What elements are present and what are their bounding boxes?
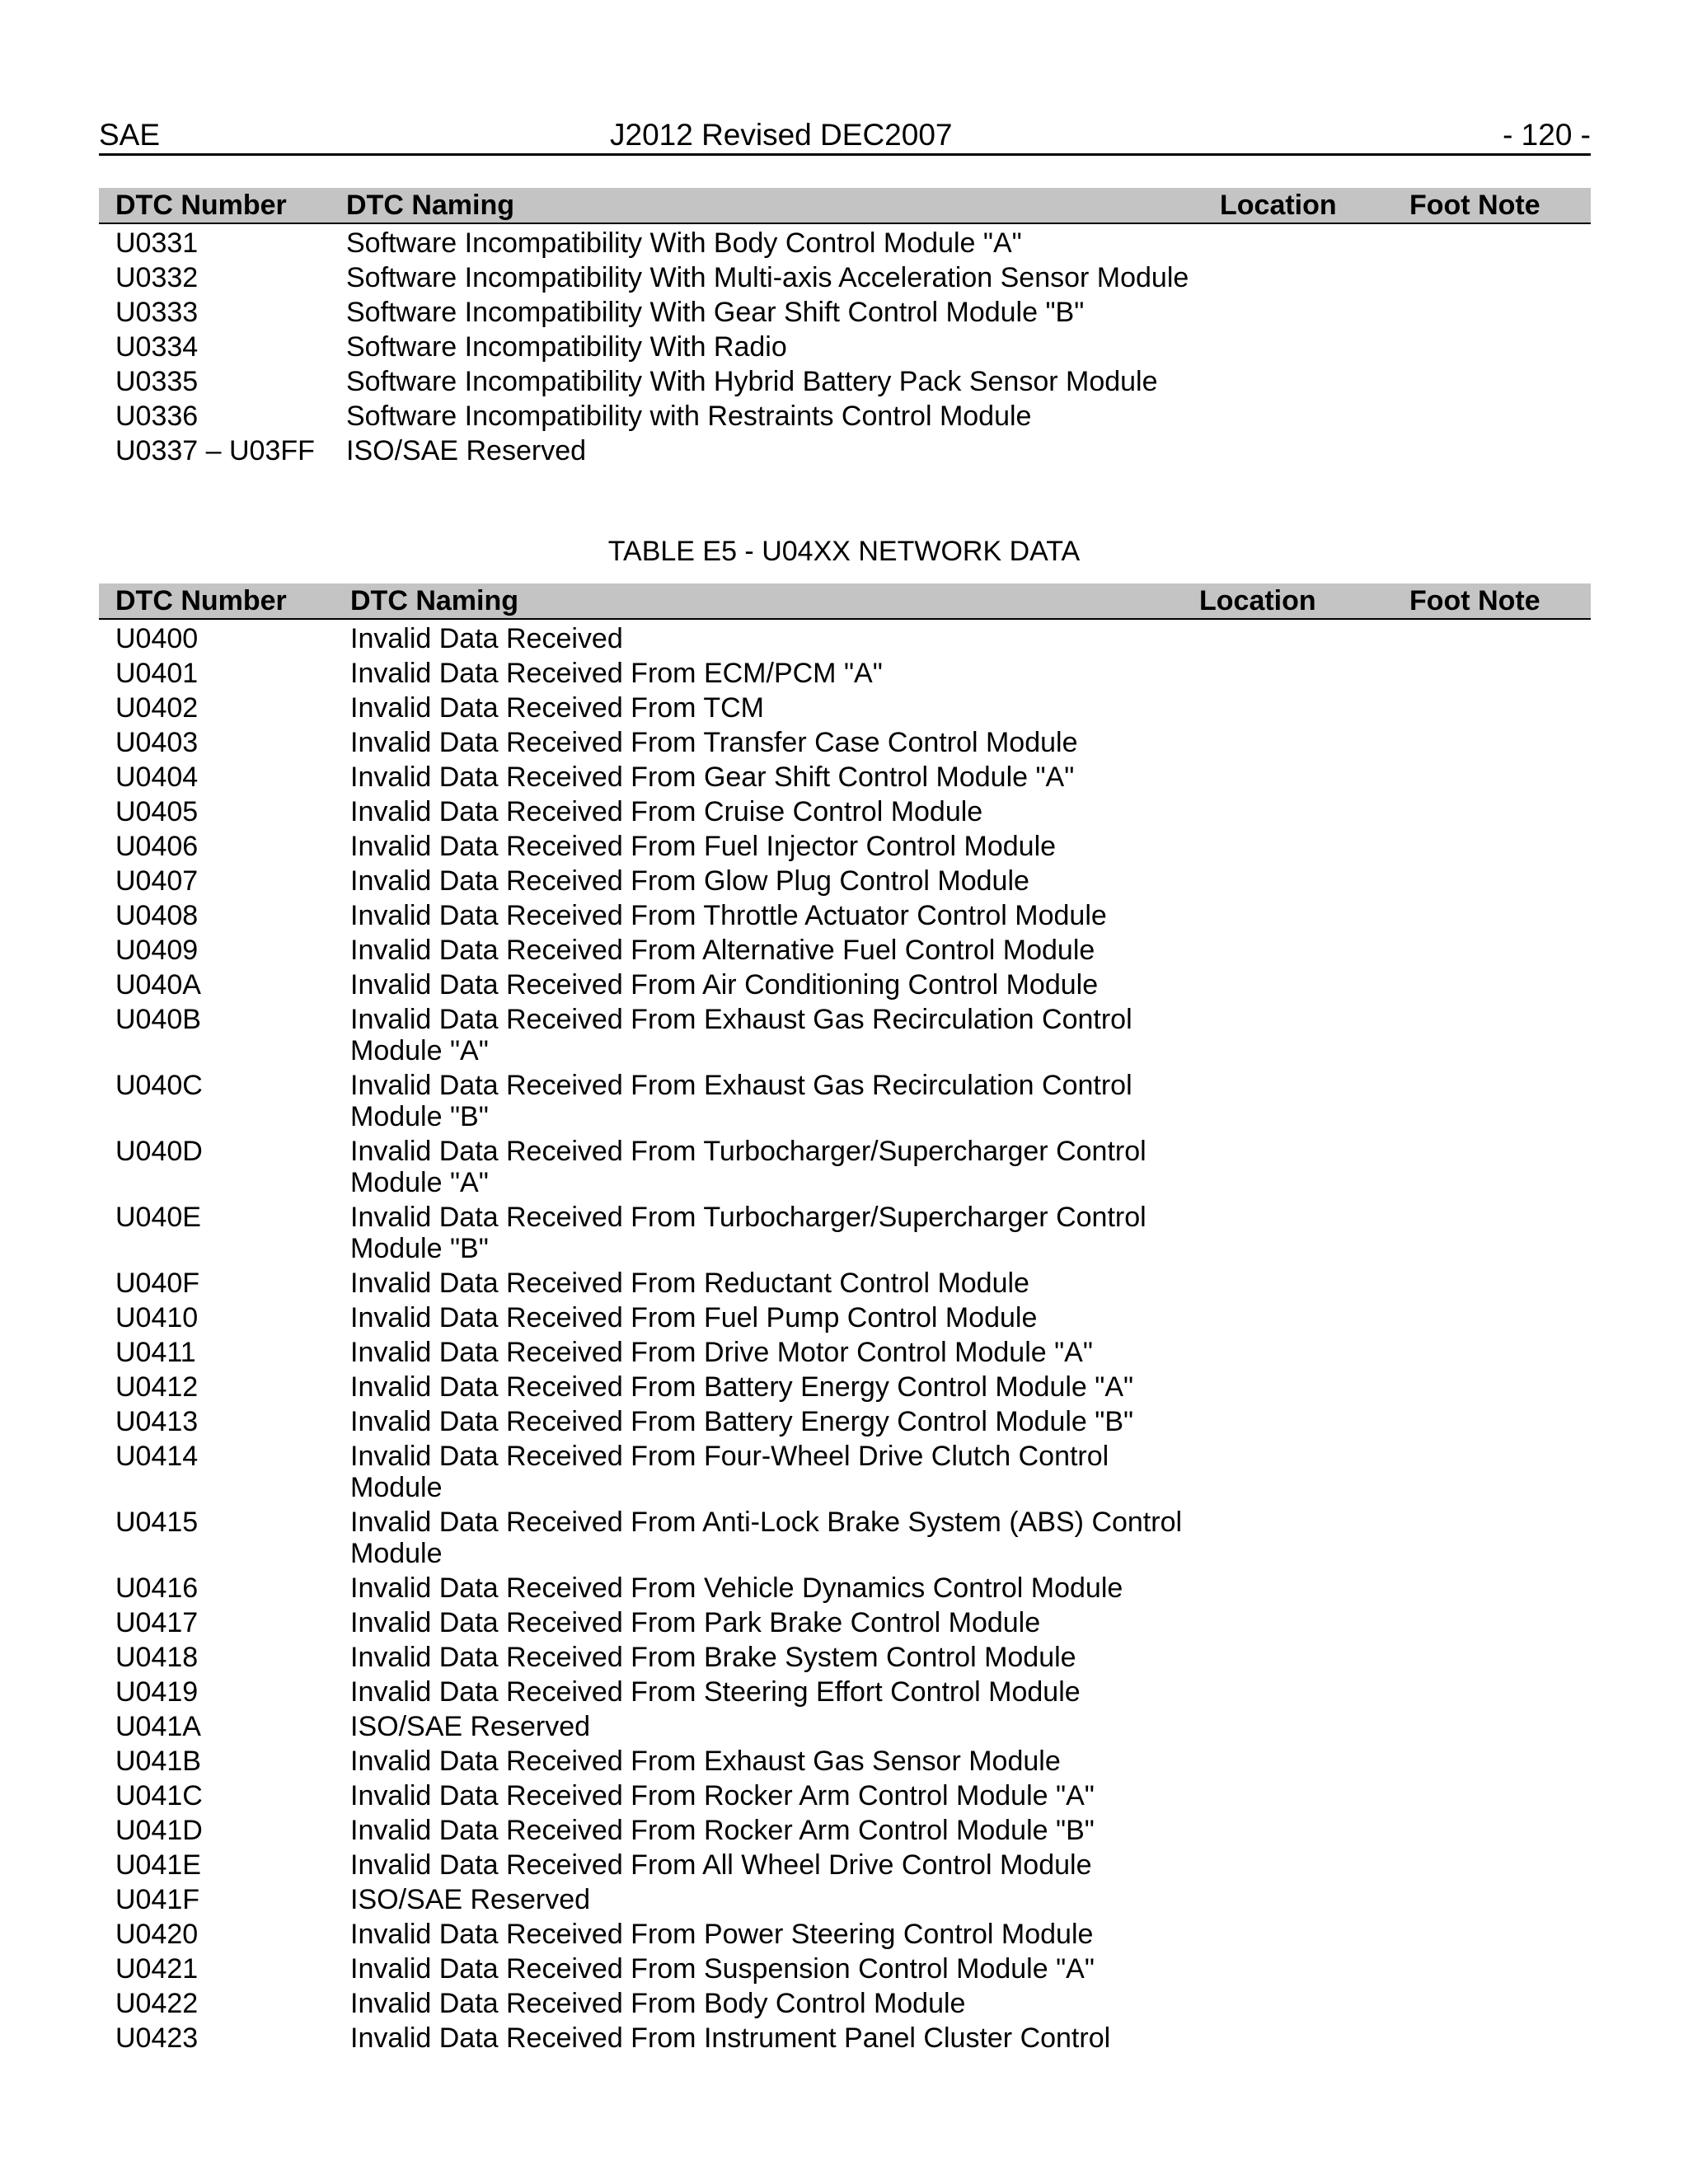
location-cell	[1183, 1813, 1393, 1848]
table-row	[99, 1813, 1591, 1848]
location-cell	[1183, 829, 1393, 864]
location-cell	[1183, 1134, 1393, 1200]
dtc-naming-cell: Invalid Data Received From TCM	[350, 692, 764, 724]
dtc-naming-cell: Software Incompatibility With Body Control Module "A"	[346, 227, 1022, 259]
dtc-number-cell: U040B	[115, 1004, 201, 1035]
dtc-number-cell: U0332	[115, 262, 199, 293]
location-cell	[1183, 794, 1393, 829]
table-row	[99, 399, 1591, 434]
location-cell	[1183, 1779, 1393, 1813]
foot-note-cell	[1393, 968, 1591, 1002]
dtc-naming-cell: Invalid Data Received From Gear Shift Control Module "A"	[350, 762, 1075, 793]
dtc-number-cell: U041D	[115, 1815, 203, 1846]
dtc-number-cell: U040E	[115, 1202, 201, 1233]
table-row	[99, 691, 1591, 725]
foot-note-cell	[1393, 898, 1591, 933]
dtc-naming-cell: Invalid Data Received From Exhaust Gas Recirculation Control Module "A"	[350, 1004, 1132, 1066]
dtc-naming-cell: Invalid Data Received From Instrument Panel Cluster Control	[350, 2022, 1111, 2054]
table-row	[99, 829, 1591, 864]
table-e5-body	[99, 619, 1591, 2055]
table-row	[99, 1917, 1591, 1952]
dtc-naming-cell: Invalid Data Received From ECM/PCM "A"	[350, 658, 883, 689]
dtc-number-cell: U0336	[115, 401, 199, 432]
location-cell	[1183, 1744, 1393, 1779]
dtc-naming-cell: Invalid Data Received From Four-Wheel Drive Clutch Control Module	[350, 1441, 1109, 1503]
foot-note-cell	[1393, 1266, 1591, 1301]
dtc-naming-cell: Invalid Data Received From Glow Plug Control Module	[350, 865, 1029, 897]
col-location: Location	[1183, 583, 1393, 619]
location-cell	[1183, 1675, 1393, 1709]
table-row	[99, 1370, 1591, 1404]
foot-note-cell	[1393, 1744, 1591, 1779]
foot-note-cell	[1393, 1002, 1591, 1068]
dtc-naming-cell: Invalid Data Received From Transfer Case Control Module	[350, 727, 1078, 758]
location-cell	[1183, 1266, 1393, 1301]
col-dtc-naming: DTC Naming	[334, 583, 1183, 619]
table-e5-header-row	[99, 583, 1591, 619]
location-cell	[1183, 1571, 1393, 1605]
table-row	[99, 933, 1591, 968]
table-e4	[99, 188, 1591, 468]
table-row	[99, 1571, 1591, 1605]
table-row	[99, 260, 1591, 295]
dtc-number-cell: U041B	[115, 1746, 201, 1777]
location-cell	[1183, 1200, 1393, 1266]
foot-note-cell	[1393, 2021, 1591, 2055]
col-dtc-number: DTC Number	[99, 583, 334, 619]
location-cell	[1203, 399, 1393, 434]
dtc-number-cell: U0412	[115, 1371, 199, 1403]
location-cell	[1203, 295, 1393, 330]
foot-note-cell	[1393, 1404, 1591, 1439]
foot-note-cell	[1393, 399, 1591, 434]
dtc-naming-cell: Invalid Data Received From Drive Motor Control Module "A"	[350, 1337, 1093, 1368]
dtc-number-cell: U0406	[115, 831, 199, 862]
table-row	[99, 330, 1591, 364]
foot-note-cell	[1393, 1675, 1591, 1709]
dtc-naming-cell: Software Incompatibility With Hybrid Battery Pack Sensor Module	[346, 366, 1158, 397]
location-cell	[1183, 968, 1393, 1002]
dtc-naming-cell: Invalid Data Received From Fuel Pump Control Module	[350, 1302, 1038, 1333]
dtc-number-cell: U041E	[115, 1849, 201, 1881]
foot-note-cell	[1393, 1370, 1591, 1404]
dtc-naming-cell: Invalid Data Received From Exhaust Gas Recirculation Control Module "B"	[350, 1070, 1132, 1132]
col-location: Location	[1203, 188, 1393, 223]
dtc-number-cell: U0414	[115, 1441, 199, 1472]
location-cell	[1183, 1404, 1393, 1439]
dtc-naming-cell: Software Incompatibility with Restraints Control Module	[346, 401, 1032, 432]
dtc-number-cell: U0409	[115, 935, 199, 966]
dtc-number-cell: U041C	[115, 1780, 203, 1811]
dtc-number-cell: U0411	[115, 1337, 196, 1368]
location-cell	[1183, 1640, 1393, 1675]
table-row	[99, 619, 1591, 656]
location-cell	[1183, 1505, 1393, 1571]
table-row	[99, 1986, 1591, 2021]
table-row	[99, 1335, 1591, 1370]
table-row	[99, 1134, 1591, 1200]
location-cell	[1183, 898, 1393, 933]
dtc-number-cell: U040A	[115, 969, 201, 1001]
dtc-naming-cell: Invalid Data Received From Anti-Lock Brake System (ABS) Control Module	[350, 1507, 1183, 1569]
foot-note-cell	[1393, 933, 1591, 968]
dtc-naming-cell: Invalid Data Received From Brake System Control Module	[350, 1642, 1076, 1673]
dtc-number-cell: U041A	[115, 1711, 201, 1742]
foot-note-cell	[1393, 760, 1591, 794]
dtc-number-cell: U0331	[115, 227, 199, 259]
dtc-naming-cell: Software Incompatibility With Gear Shift Control Module "B"	[346, 297, 1085, 328]
foot-note-cell	[1393, 1640, 1591, 1675]
foot-note-cell	[1393, 1301, 1591, 1335]
location-cell	[1183, 1605, 1393, 1640]
header-page-number: - 120 -	[1503, 118, 1591, 152]
table-row	[99, 760, 1591, 794]
dtc-naming-cell: Invalid Data Received From Reductant Control Module	[350, 1268, 1029, 1299]
dtc-naming-cell: ISO/SAE Reserved	[350, 1711, 591, 1742]
table-row	[99, 1605, 1591, 1640]
dtc-number-cell: U0400	[115, 623, 199, 654]
table-e5	[99, 583, 1591, 2055]
dtc-naming-cell: Invalid Data Received From Alternative Fuel Control Module	[350, 935, 1095, 966]
location-cell	[1203, 364, 1393, 399]
table-row	[99, 1709, 1591, 1744]
header-document-id: J2012 Revised DEC2007	[610, 118, 953, 152]
dtc-number-cell: U040D	[115, 1136, 203, 1167]
foot-note-cell	[1393, 1848, 1591, 1882]
dtc-naming-cell: Invalid Data Received From Exhaust Gas Sensor Module	[350, 1746, 1061, 1777]
foot-note-cell	[1393, 1813, 1591, 1848]
foot-note-cell	[1393, 1439, 1591, 1505]
dtc-naming-cell: Invalid Data Received From Throttle Actuator Control Module	[350, 900, 1107, 931]
location-cell	[1183, 864, 1393, 898]
dtc-number-cell: U0419	[115, 1676, 199, 1708]
col-foot-note: Foot Note	[1393, 583, 1591, 619]
table-row	[99, 364, 1591, 399]
location-cell	[1203, 434, 1393, 468]
table-row	[99, 1439, 1591, 1505]
dtc-naming-cell: Invalid Data Received From Park Brake Control Module	[350, 1607, 1041, 1638]
dtc-number-cell: U0408	[115, 900, 199, 931]
table-row	[99, 1404, 1591, 1439]
location-cell	[1183, 2021, 1393, 2055]
dtc-number-cell: U040F	[115, 1268, 200, 1299]
dtc-number-cell: U0418	[115, 1642, 199, 1673]
dtc-number-cell: U0405	[115, 796, 199, 827]
dtc-number-cell: U0410	[115, 1302, 199, 1333]
foot-note-cell	[1393, 1505, 1591, 1571]
foot-note-cell	[1393, 1779, 1591, 1813]
foot-note-cell	[1393, 1986, 1591, 2021]
dtc-naming-cell: Invalid Data Received From Battery Energy Control Module "A"	[350, 1371, 1134, 1403]
foot-note-cell	[1393, 1200, 1591, 1266]
dtc-naming-cell: Software Incompatibility With Multi-axis Acceleration Sensor Module	[346, 262, 1189, 293]
location-cell	[1203, 260, 1393, 295]
foot-note-cell	[1393, 725, 1591, 760]
location-cell	[1183, 1439, 1393, 1505]
table-row	[99, 898, 1591, 933]
table-row	[99, 1952, 1591, 1986]
dtc-number-cell: U0403	[115, 727, 199, 758]
foot-note-cell	[1393, 260, 1591, 295]
location-cell	[1203, 330, 1393, 364]
foot-note-cell	[1393, 1709, 1591, 1744]
location-cell	[1183, 1002, 1393, 1068]
table-row	[99, 968, 1591, 1002]
table-row	[99, 1505, 1591, 1571]
dtc-number-cell: U040C	[115, 1070, 203, 1101]
foot-note-cell	[1393, 1335, 1591, 1370]
table-e4-body	[99, 223, 1591, 468]
dtc-naming-cell: Invalid Data Received From Turbocharger/Supercharger Control Module "A"	[350, 1136, 1146, 1198]
foot-note-cell	[1393, 1134, 1591, 1200]
location-cell	[1183, 1882, 1393, 1917]
dtc-naming-cell: Invalid Data Received From Body Control Module	[350, 1988, 966, 2019]
table-row	[99, 434, 1591, 468]
table-row	[99, 1675, 1591, 1709]
foot-note-cell	[1393, 691, 1591, 725]
foot-note-cell	[1393, 295, 1591, 330]
dtc-number-cell: U0333	[115, 297, 199, 328]
dtc-naming-cell: Invalid Data Received From Steering Effort Control Module	[350, 1676, 1081, 1708]
dtc-number-cell: U041F	[115, 1884, 200, 1915]
table-row	[99, 1002, 1591, 1068]
foot-note-cell	[1393, 364, 1591, 399]
foot-note-cell	[1393, 330, 1591, 364]
table-row	[99, 864, 1591, 898]
foot-note-cell	[1393, 1605, 1591, 1640]
page-header	[99, 117, 1591, 156]
foot-note-cell	[1393, 829, 1591, 864]
dtc-number-cell: U0423	[115, 2022, 199, 2054]
location-cell	[1183, 1986, 1393, 2021]
dtc-number-cell: U0413	[115, 1406, 199, 1437]
col-dtc-naming: DTC Naming	[330, 188, 1203, 223]
foot-note-cell	[1393, 656, 1591, 691]
location-cell	[1183, 725, 1393, 760]
header-organization: SAE	[99, 118, 161, 152]
dtc-number-cell: U0415	[115, 1507, 199, 1538]
dtc-number-cell: U0416	[115, 1572, 199, 1604]
dtc-naming-cell: Software Incompatibility With Radio	[346, 331, 787, 363]
dtc-naming-cell: Invalid Data Received From Rocker Arm Control Module "B"	[350, 1815, 1095, 1846]
location-cell	[1183, 656, 1393, 691]
location-cell	[1183, 1709, 1393, 1744]
dtc-number-cell: U0404	[115, 762, 199, 793]
table-row	[99, 295, 1591, 330]
dtc-naming-cell: Invalid Data Received From Air Conditioning Control Module	[350, 969, 1099, 1001]
table-row	[99, 725, 1591, 760]
table-row	[99, 2021, 1591, 2055]
table-e4-header-row	[99, 188, 1591, 223]
location-cell	[1183, 760, 1393, 794]
foot-note-cell	[1393, 864, 1591, 898]
table-row	[99, 1848, 1591, 1882]
table-row	[99, 1882, 1591, 1917]
foot-note-cell	[1393, 1068, 1591, 1134]
table-row	[99, 1744, 1591, 1779]
dtc-naming-cell: Invalid Data Received From Fuel Injector Control Module	[350, 831, 1057, 862]
table-row	[99, 656, 1591, 691]
location-cell	[1183, 1068, 1393, 1134]
table-row	[99, 1068, 1591, 1134]
dtc-naming-cell: Invalid Data Received From Rocker Arm Control Module "A"	[350, 1780, 1095, 1811]
location-cell	[1183, 1952, 1393, 1986]
location-cell	[1183, 1917, 1393, 1952]
table-e5-caption: TABLE E5 - U04XX NETWORK DATA	[607, 536, 1081, 567]
foot-note-cell	[1393, 1952, 1591, 1986]
dtc-number-cell: U0337 – U03FF	[115, 435, 315, 466]
dtc-naming-cell: ISO/SAE Reserved	[350, 1884, 591, 1915]
location-cell	[1203, 223, 1393, 260]
table-row	[99, 1266, 1591, 1301]
location-cell	[1183, 1370, 1393, 1404]
table-row	[99, 1779, 1591, 1813]
dtc-naming-cell: Invalid Data Received From All Wheel Drive Control Module	[350, 1849, 1092, 1881]
foot-note-cell	[1393, 619, 1591, 656]
dtc-number-cell: U0407	[115, 865, 199, 897]
dtc-number-cell: U0334	[115, 331, 199, 363]
location-cell	[1183, 933, 1393, 968]
dtc-naming-cell: Invalid Data Received From Vehicle Dynamics Control Module	[350, 1572, 1123, 1604]
dtc-number-cell: U0417	[115, 1607, 199, 1638]
table-row	[99, 1301, 1591, 1335]
dtc-number-cell: U0335	[115, 366, 199, 397]
dtc-naming-cell: Invalid Data Received From Suspension Control Module "A"	[350, 1953, 1095, 1985]
dtc-number-cell: U0421	[115, 1953, 199, 1985]
location-cell	[1183, 1848, 1393, 1882]
dtc-number-cell: U0402	[115, 692, 199, 724]
dtc-naming-cell: Invalid Data Received From Battery Energy Control Module "B"	[350, 1406, 1134, 1437]
dtc-naming-cell: Invalid Data Received From Turbocharger/Supercharger Control Module "B"	[350, 1202, 1146, 1264]
foot-note-cell	[1393, 1917, 1591, 1952]
table-row	[99, 794, 1591, 829]
location-cell	[1183, 1301, 1393, 1335]
foot-note-cell	[1393, 434, 1591, 468]
dtc-naming-cell: Invalid Data Received From Cruise Control Module	[350, 796, 983, 827]
table-row	[99, 1640, 1591, 1675]
foot-note-cell	[1393, 794, 1591, 829]
location-cell	[1183, 619, 1393, 656]
foot-note-cell	[1393, 1571, 1591, 1605]
foot-note-cell	[1393, 1882, 1591, 1917]
dtc-naming-cell: ISO/SAE Reserved	[346, 435, 587, 466]
col-dtc-number: DTC Number	[99, 188, 330, 223]
table-row	[99, 1200, 1591, 1266]
location-cell	[1183, 691, 1393, 725]
dtc-number-cell: U0420	[115, 1919, 199, 1950]
table-row	[99, 223, 1591, 260]
dtc-naming-cell: Invalid Data Received From Power Steering Control Module	[350, 1919, 1094, 1950]
foot-note-cell	[1393, 223, 1591, 260]
dtc-naming-cell: Invalid Data Received	[350, 623, 623, 654]
dtc-number-cell: U0401	[115, 658, 199, 689]
location-cell	[1183, 1335, 1393, 1370]
col-foot-note: Foot Note	[1393, 188, 1591, 223]
dtc-number-cell: U0422	[115, 1988, 199, 2019]
